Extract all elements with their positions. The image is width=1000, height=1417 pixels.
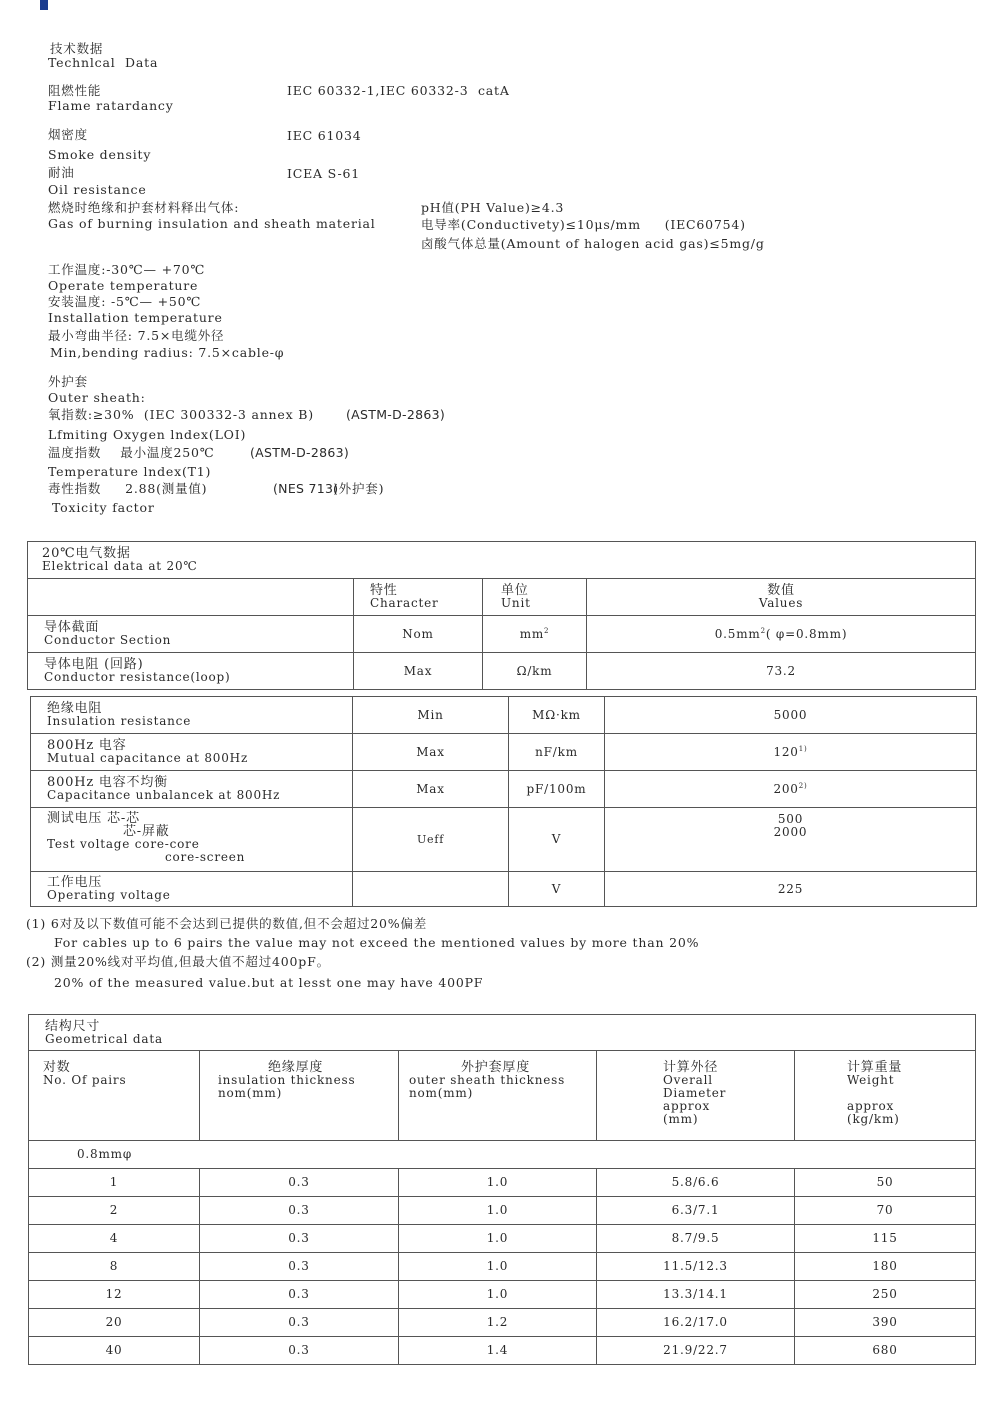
header-values-en: Values	[758, 596, 804, 610]
table-row	[31, 872, 977, 907]
row-label	[31, 697, 353, 734]
cell-insulation: 0.3	[200, 1169, 399, 1197]
header-unit-en: Unit	[501, 596, 531, 610]
header-sheath-unit: nom(mm)	[409, 1086, 474, 1100]
table-row	[29, 1309, 976, 1337]
cell-diameter: 21.9/22.7	[597, 1337, 795, 1365]
cell-diameter: 11.5/12.3	[597, 1253, 795, 1281]
row-value	[605, 734, 977, 771]
header-unit	[483, 579, 587, 616]
footnote-ref: 2)	[798, 781, 808, 790]
row-value	[605, 808, 977, 872]
footnote-2-cn: (2) 测量20%线对平均值,但最大值不超过400pF。	[26, 954, 330, 969]
header-insulation	[200, 1051, 399, 1141]
row-label	[31, 872, 353, 907]
test-voltage-screen-cn: 芯-屏蔽	[123, 824, 170, 839]
table-row	[29, 1225, 976, 1253]
cell-insulation: 0.3	[200, 1253, 399, 1281]
cell-weight: 180	[795, 1253, 976, 1281]
cell-sheath: 1.0	[399, 1253, 597, 1281]
oxygen-index-cn: 氧指数:≥30% (IEC 300332-3 annex B)	[48, 407, 314, 422]
cell-pairs: 2	[29, 1197, 200, 1225]
cell-sheath: 1.4	[399, 1337, 597, 1365]
row-unit: V	[509, 808, 605, 872]
test-voltage-cn: 测试电压 芯-芯	[47, 811, 140, 826]
gas-value-ph: pH值(PH Value)≥4.3	[421, 200, 565, 215]
header-values	[587, 579, 976, 616]
header-diameter	[597, 1051, 795, 1141]
cell-diameter: 5.8/6.6	[597, 1169, 795, 1197]
cell-weight: 390	[795, 1309, 976, 1337]
cell-insulation: 0.3	[200, 1309, 399, 1337]
row-character	[353, 808, 509, 872]
temperature-index-standard: (ASTM-D-2863)	[250, 445, 350, 460]
header-weight-approx: approx	[847, 1099, 895, 1113]
cell-sheath: 1.0	[399, 1169, 597, 1197]
row-value: 225	[605, 872, 977, 907]
table-row	[31, 734, 977, 771]
header-sheath-en: outer sheath thickness	[409, 1073, 566, 1087]
row-unit: V	[509, 872, 605, 907]
footnote-2-en: 20% of the measured value.but at lesst one may have 400PF	[54, 975, 484, 990]
table-row	[29, 1197, 976, 1225]
header-weight-cn: 计算重量	[847, 1060, 903, 1075]
gas-value-conductivity: 电导率(Conductivety)≤10μs/mm (IEC60754)	[421, 217, 746, 232]
row-label-en: Insulation resistance	[47, 714, 192, 728]
value-tail: ( φ=0.8mm)	[765, 626, 848, 641]
electrical-data-table-continued	[30, 696, 977, 907]
smoke-label-en: Smoke density	[48, 147, 152, 162]
oxygen-index-en: Lfmiting Oxygen lndex(LOI)	[48, 427, 247, 442]
row-label-en: Capacitance unbalancek at 800Hz	[47, 788, 281, 802]
oil-value: ICEA S-61	[287, 166, 360, 181]
row-label-en: Conductor Section	[44, 633, 172, 647]
cell-insulation: 0.3	[200, 1281, 399, 1309]
electrical-title-cn: 20℃电气数据	[42, 546, 131, 561]
cell-pairs: 1	[29, 1169, 200, 1197]
header-diameter-en: Overall	[663, 1073, 713, 1087]
row-unit	[483, 616, 587, 653]
cell-pairs: 12	[29, 1281, 200, 1309]
cell-pairs: 8	[29, 1253, 200, 1281]
geometrical-header-row	[29, 1051, 976, 1141]
header-character	[354, 579, 483, 616]
toxicity-standard: (NES 713)	[273, 481, 339, 496]
cell-insulation: 0.3	[200, 1225, 399, 1253]
header-unit-cn: 单位	[501, 583, 529, 598]
row-character: Min	[353, 697, 509, 734]
cell-sheath: 1.2	[399, 1309, 597, 1337]
install-temp-en: Installation temperature	[48, 310, 223, 325]
row-value	[587, 616, 976, 653]
header-diameter-unit: (mm)	[663, 1112, 699, 1126]
geometrical-table-title	[29, 1015, 976, 1051]
cell-diameter: 6.3/7.1	[597, 1197, 795, 1225]
toxicity-cn: 毒性指数 2.88(测量值)	[48, 481, 208, 496]
table-row	[28, 616, 976, 653]
value-text: 0.5mm	[714, 626, 761, 641]
cell-pairs: 20	[29, 1309, 200, 1337]
oxygen-index-standard: (ASTM-D-2863)	[346, 407, 446, 422]
row-label-en: Operating voltage	[47, 888, 171, 902]
toxicity-en: Toxicity factor	[52, 500, 155, 515]
cell-weight: 680	[795, 1337, 976, 1365]
sheath-title-cn: 外护套	[48, 374, 88, 389]
value-core-screen: 2000	[773, 825, 808, 839]
row-character: Max	[353, 771, 509, 808]
row-label-cn: 800Hz 电容	[47, 738, 127, 753]
unit-superscript: 2	[544, 626, 550, 635]
cell-diameter: 16.2/17.0	[597, 1309, 795, 1337]
header-insulation-unit: nom(mm)	[218, 1086, 283, 1100]
oil-label-en: Oil resistance	[48, 182, 147, 197]
cell-sheath: 1.0	[399, 1197, 597, 1225]
row-label	[28, 653, 354, 690]
bend-radius-cn: 最小弯曲半径: 7.5×电缆外径	[48, 328, 225, 343]
header-diameter-en2: Diameter	[663, 1086, 727, 1100]
install-temp-cn: 安装温度: -5℃— +50℃	[48, 294, 202, 309]
electrical-data-table	[27, 541, 976, 690]
table-row	[31, 808, 977, 872]
geometrical-title-cn: 结构尺寸	[45, 1018, 101, 1034]
cell-diameter: 8.7/9.5	[597, 1225, 795, 1253]
flame-value: IEC 60332-1,IEC 60332-3 catA	[287, 83, 510, 98]
cell-insulation: 0.3	[200, 1337, 399, 1365]
header-insulation-en: insulation thickness	[218, 1073, 356, 1087]
header-character-cn: 特性	[370, 583, 398, 598]
cell-weight: 50	[795, 1169, 976, 1197]
row-label	[31, 771, 353, 808]
footnote-1-en: For cables up to 6 pairs the value may not exceed the mentioned values by more than 20%	[54, 935, 700, 950]
test-voltage-en: Test voltage core-core	[47, 837, 200, 851]
header-pairs-en: No. Of pairs	[43, 1073, 127, 1087]
smoke-label-cn: 烟密度	[48, 127, 88, 142]
footnote-1-cn: (1) 6对及以下数值可能不会达到已提供的数值,但不会超过20%偏差	[26, 916, 428, 931]
row-label-cn: 工作电压	[47, 875, 103, 890]
flame-label-cn: 阻燃性能	[48, 83, 102, 98]
header-blank-cell	[28, 579, 354, 616]
header-pairs-cn: 对数	[43, 1060, 71, 1075]
table-row	[28, 653, 976, 690]
temperature-index-cn: 温度指数 最小温度250℃	[48, 445, 215, 460]
oil-label-cn: 耐油	[48, 165, 75, 180]
header-sheath-cn: 外护套厚度	[461, 1060, 531, 1075]
gas-value-halogen: 卤酸气体总量(Amount of halogen acid gas)≤5mg/g	[421, 236, 765, 251]
header-values-cn: 数值	[767, 583, 795, 598]
table-row	[29, 1169, 976, 1197]
row-value	[605, 771, 977, 808]
header-weight-en: Weight	[847, 1073, 895, 1087]
value-superscript: 2	[760, 626, 766, 635]
row-character: Max	[354, 653, 483, 690]
table-row	[29, 1281, 976, 1309]
row-label-cn: 绝缘电阻	[47, 701, 103, 716]
value-core-core: 500	[777, 812, 804, 826]
brand-corner-mark	[40, 0, 48, 10]
table-row	[31, 771, 977, 808]
header-diameter-cn: 计算外径	[663, 1060, 719, 1075]
cell-weight: 70	[795, 1197, 976, 1225]
row-unit: MΩ·km	[509, 697, 605, 734]
electrical-table-title	[28, 542, 976, 579]
row-label-cn: 导体电阻 (回路)	[44, 657, 144, 672]
group-row	[29, 1141, 976, 1169]
row-unit: pF/100m	[509, 771, 605, 808]
row-value: 5000	[605, 697, 977, 734]
flame-label-en: Flame ratardancy	[48, 98, 174, 113]
value-text: 120	[773, 744, 799, 759]
header-diameter-approx: approx	[663, 1099, 711, 1113]
cell-weight: 250	[795, 1281, 976, 1309]
gas-label-en: Gas of burning insulation and sheath material	[48, 216, 376, 231]
cell-insulation: 0.3	[200, 1197, 399, 1225]
cell-weight: 115	[795, 1225, 976, 1253]
row-label-en: Conductor resistance(loop)	[44, 670, 231, 684]
gas-label-cn: 燃烧时绝缘和护套材料释出气体:	[48, 200, 240, 215]
geometrical-title-en: Geometrical data	[45, 1031, 163, 1046]
table-row	[29, 1253, 976, 1281]
bend-radius-en: Min,bending radius: 7.5×cable-φ	[50, 345, 285, 360]
smoke-value: IEC 61034	[287, 128, 362, 143]
geometrical-data-table	[28, 1014, 976, 1365]
cell-pairs: 40	[29, 1337, 200, 1365]
cell-pairs: 4	[29, 1225, 200, 1253]
row-character: Max	[353, 734, 509, 771]
cell-sheath: 1.0	[399, 1281, 597, 1309]
header-character-en: Character	[370, 596, 439, 610]
section-title-en: Technlcal Data	[48, 55, 159, 70]
cell-sheath: 1.0	[399, 1225, 597, 1253]
row-value: 73.2	[587, 653, 976, 690]
header-weight-unit: (kg/km)	[847, 1112, 900, 1126]
toxicity-scope: (外护套)	[333, 481, 385, 496]
unit-text: mm	[519, 626, 545, 641]
value-text: 200	[773, 781, 799, 796]
operate-temp-cn: 工作温度:-30℃— +70℃	[48, 262, 206, 277]
electrical-header-row	[28, 579, 976, 616]
header-pairs	[29, 1051, 200, 1141]
conductor-group-label: 0.8mmφ	[29, 1141, 976, 1169]
row-label-cn: 800Hz 电容不均衡	[47, 775, 168, 790]
row-unit: nF/km	[509, 734, 605, 771]
temperature-index-en: Temperature lndex(T1)	[48, 464, 212, 479]
header-weight	[795, 1051, 976, 1141]
row-label	[28, 616, 354, 653]
row-label-en: Mutual capacitance at 800Hz	[47, 751, 249, 765]
section-title-cn: 技术数据	[50, 41, 104, 56]
table-row	[31, 697, 977, 734]
test-voltage-screen-en: core-screen	[165, 850, 246, 864]
character-text: Ueff	[416, 833, 445, 846]
row-label	[31, 808, 353, 872]
row-unit: Ω/km	[483, 653, 587, 690]
row-label-cn: 导体截面	[44, 620, 100, 635]
table-row	[29, 1337, 976, 1365]
row-label	[31, 734, 353, 771]
row-character: Nom	[354, 616, 483, 653]
header-insulation-cn: 绝缘厚度	[268, 1060, 324, 1075]
sheath-title-en: Outer sheath:	[48, 390, 146, 405]
electrical-title-en: Elektrical data at 20℃	[42, 559, 198, 573]
cell-diameter: 13.3/14.1	[597, 1281, 795, 1309]
row-character	[353, 872, 509, 907]
footnote-ref: 1)	[798, 744, 808, 753]
header-sheath	[399, 1051, 597, 1141]
operate-temp-en: Operate temperature	[48, 278, 199, 293]
